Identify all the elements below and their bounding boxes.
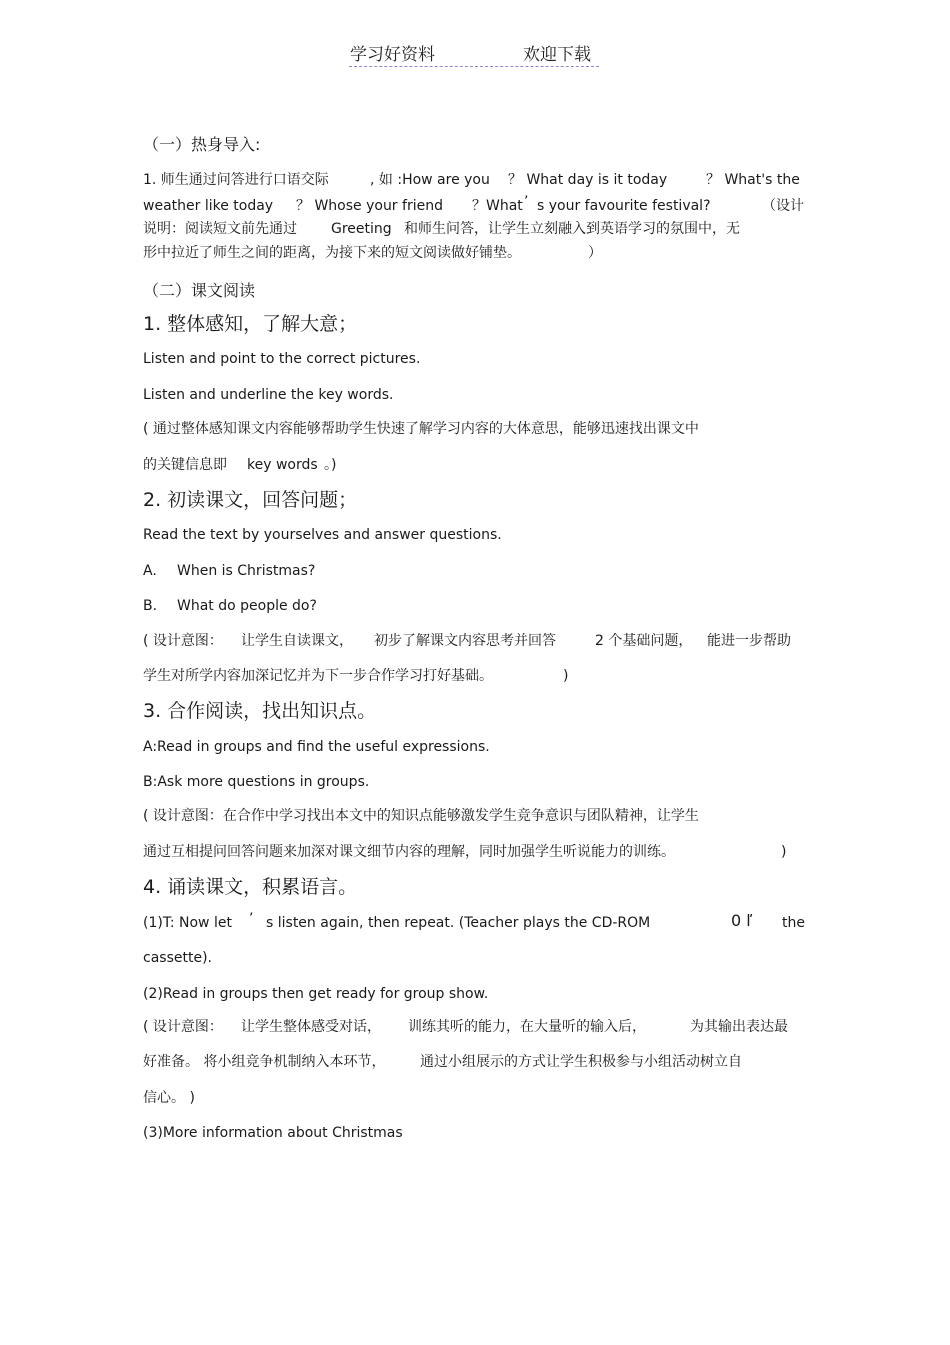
- step3-note: ( 设计意图：在合作中学习找出本文中的知识点能够激发学生竞争意识与团队精神，让学生: [143, 808, 699, 824]
- step4-line: s listen again, then repeat. (Teacher plays the CD-ROM: [266, 915, 651, 931]
- warmup-text: 和师生问答，让学生立刻融入到英语学习的氛围中，无: [404, 221, 740, 237]
- page-header: [349, 40, 599, 67]
- warmup-text: ？What: [472, 198, 523, 214]
- step4-line: (2)Read in groups then get ready for group show.: [143, 986, 489, 1002]
- warmup-text: 1. 师生通过问答进行口语交际: [143, 172, 329, 188]
- section2-title: （二）课文阅读: [143, 281, 256, 300]
- step2-line: Read the text by yourselves and answer questions.: [143, 527, 502, 543]
- step4-line: ’: [249, 911, 254, 927]
- header-left-text: 学习好资料: [350, 45, 435, 65]
- question-text: When is Christmas?: [177, 563, 316, 579]
- step2-note: ( 设计意图：: [143, 633, 223, 649]
- step2-note: ): [563, 668, 569, 684]
- step1-heading: 1. 整体感知，了解大意；: [143, 313, 358, 335]
- step1-note: ( 通过整体感知课文内容能够帮助学生快速了解学习内容的大体意思，能够迅速找出课文中: [143, 421, 699, 437]
- warmup-text: s your favourite festival?: [537, 198, 711, 214]
- warmup-text: ？ What's the: [706, 172, 800, 188]
- step4-line: (1)T: Now let: [143, 915, 232, 931]
- step4-note: 让学生整体感受对话，: [241, 1019, 381, 1035]
- step1-line: Listen and point to the correct pictures.: [143, 351, 421, 367]
- warmup-text: 形中拉近了师生之间的距离，为接下来的短文阅读做好铺垫。: [143, 245, 521, 261]
- step2-note: 让学生自读课文，: [241, 633, 353, 649]
- step2-note: 2 个基础问题，: [595, 633, 693, 649]
- step4-heading: 4. 诵读课文，积累语言。: [143, 876, 358, 898]
- warmup-text: ？ What day is it today: [508, 172, 668, 188]
- step1-line: Listen and underline the key words.: [143, 387, 394, 403]
- step3-note: ): [781, 844, 787, 860]
- warmup-text: （设计: [762, 198, 804, 214]
- warmup-text: , 如 :How are you: [370, 172, 490, 188]
- step2-note: 学生对所学内容加深记忆并为下一步合作学习打好基础。: [143, 668, 493, 684]
- step4-line: (3)More information about Christmas: [143, 1125, 403, 1141]
- step3-line: B:Ask more questions in groups.: [143, 774, 370, 790]
- step3-line: A:Read in groups and find the useful expressions.: [143, 739, 490, 755]
- header-right-text: 欢迎下载: [523, 45, 591, 65]
- step4-line: 0 ľ: [731, 911, 753, 930]
- warmup-text: weather like today: [143, 198, 274, 214]
- warmup-text: Greeting: [331, 221, 392, 237]
- step4-note: 为其输出表达最: [690, 1019, 788, 1035]
- step4-note: 训练其听的能力，在大量听的输入后，: [408, 1019, 646, 1035]
- step4-line: the: [782, 915, 805, 931]
- question-letter: A.: [143, 563, 157, 579]
- step2-heading: 2. 初读课文，回答问题；: [143, 489, 358, 511]
- step2-note: 初步了解课文内容思考并回答: [374, 633, 556, 649]
- step1-note: key words: [247, 457, 318, 473]
- warmup-text: ？ Whose your friend: [296, 198, 443, 214]
- warmup-text: ’: [524, 194, 529, 210]
- step1-note: 的关键信息即: [143, 457, 227, 473]
- step4-note: 好准备。 将小组竞争机制纳入本环节，: [143, 1054, 386, 1070]
- step4-note: 信心。 ): [143, 1090, 195, 1106]
- step1-note: 。): [324, 457, 337, 473]
- step4-line: cassette).: [143, 950, 212, 966]
- warmup-text: ）: [588, 245, 602, 261]
- step4-note: 通过小组展示的方式让学生积极参与小组活动树立自: [420, 1054, 742, 1070]
- step2-note: 能进一步帮助: [707, 633, 791, 649]
- question-text: What do people do?: [177, 598, 317, 614]
- step3-note: 通过互相提问回答问题来加深对课文细节内容的理解，同时加强学生听说能力的训练。: [143, 844, 675, 860]
- section1-title: （一）热身导入:: [143, 135, 261, 154]
- question-letter: B.: [143, 598, 158, 614]
- step3-heading: 3. 合作阅读，找出知识点。: [143, 700, 377, 722]
- warmup-text: 说明：阅读短文前先通过: [143, 221, 297, 237]
- step4-note: ( 设计意图：: [143, 1019, 223, 1035]
